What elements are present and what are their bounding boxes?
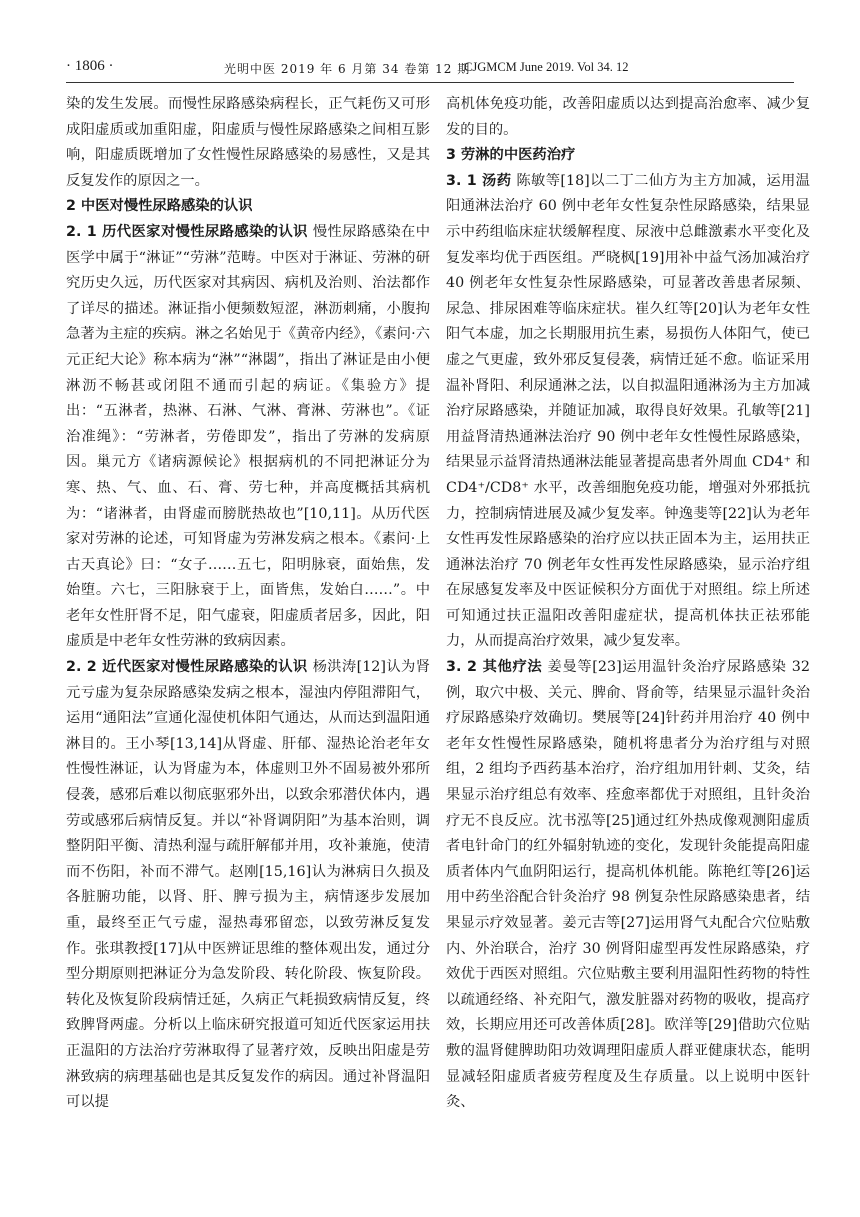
section-2-heading: 2 中医对慢性尿路感染的认识 — [66, 198, 253, 215]
subsection-3-1-text: 陈敏等[18]以二丁二仙方为主方加减，运用温阳通淋法治疗 60 例中老年女性复杂性尿路感染，结果显示中药组临床症状缓解程度、尿液中总雌激素水平变化及复发率均优于西医组。严晓枫[19]用补中益气汤加减治疗 40 例老年女性复杂性尿路感染，可显著改善患者尿频、尿急、排尿困难等临床症状。崔久红等[20]认为老年女性阳气本虚，加之长期服用抗生素，易损伤人体阳气，使已虚之气更虚，致外邪反复侵袭，病情迁延不愈。临证采用温补肾阳、利尿通淋之法，以自拟温阳通淋汤为主方加减治疗尿路感染，并随证加减，取得良好效果。孔敏等[21]用益肾清热通淋法治疗 90 例中老年女性慢性尿路感染，结果显示益肾清热通淋法能显著提高患者外周血 CD4⁺ 和 CD4⁺/CD8⁺ 水平，改善细胞免疫功能，增强对外邪抵抗力，控制病情进展及减少复发率。钟逸斐等[22]认为老年女性再发性尿路感染的治疗应以扶正固本为主，运用扶正通淋法治疗 70 例老年女性再发性尿路感染，显示治疗组在尿感复发率及中医证候积分方面优于对照组。综上所述可知通过扶正温阳改善阳虚症状，提高机体扶正祛邪能力，从而提高治疗效果，减少复发率。 — [446, 172, 810, 650]
section-3-heading: 3 劳淋的中医药治疗 — [446, 147, 576, 164]
journal-name-cn: 光明中医 2019 年 6 月第 34 卷第 12 期 — [224, 62, 471, 76]
journal-name-en: CJGMCM June 2019. Vol 34. 12 — [464, 60, 629, 74]
subsection-2-2-title: 2. 2 近代医家对慢性尿路感染的认识 — [66, 659, 308, 676]
paragraph-2-2 — [66, 655, 430, 1116]
right-column — [446, 92, 810, 1116]
subsection-2-2-text: 杨洪涛[12]认为肾元亏虚为复杂尿路感染发病之根本，湿浊内停阻滞阳气，运用“通阳法”宣通化湿使机体阳气通达，从而达到温阳通淋目的。王小琴[13,14]从肾虚、肝郁、湿热论治老年女性慢性淋证，认为肾虚为本，体虚则卫外不固易被外邪所侵袭，感邪后难以彻底驱邪外出，以致余邪潜伏体内，遇劳或感邪后病情反复。并以“补肾调阴阳”为基本治则，调整阴阳平衡、清热利湿与疏肝解郁并用，攻补兼施，使清而不伤阳，补而不滞气。赵刚[15,16]认为淋病日久损及各脏腑功能，以肾、肝、脾亏损为主，病情逐步发展加重，最终至正气亏虚，湿热毒邪留恋，以致劳淋反复发作。张琪教授[17]从中医辨证思维的整体观出发，通过分型分期原则把淋证分为急发阶段、转化阶段、恢复阶段。转化及恢复阶段病情迁延，久病正气耗损致病情反复，终致脾肾两虚。分析以上临床研究报道可知近代医家运用扶正温阳的方法治疗劳淋取得了显著疗效，反映出阳虚是劳淋致病的病理基础也是其反复发作的病因。通过补肾温阳可以提 — [66, 659, 431, 1111]
left-column — [66, 92, 430, 1116]
subsection-3-1-title: 3. 1 汤药 — [446, 172, 512, 189]
paragraph-2-1 — [66, 220, 430, 655]
paragraph-3-1 — [446, 169, 810, 655]
subsection-3-2-title: 3. 2 其他疗法 — [446, 659, 543, 676]
paragraph-continued: 高机体免疫功能，改善阳虚质以达到提高治愈率、减少复发的目的。 — [446, 96, 810, 138]
running-header — [66, 56, 794, 83]
paragraph-3-2 — [446, 655, 810, 1116]
subsection-2-1-text: 慢性尿路感染在中医学中属于“淋证”“劳淋”范畴。中医对于淋证、劳淋的研究历史久远，历代医家对其病因、病机及治则、治法都作了详尽的描述。淋证指小便频数短涩，淋沥刺痛，小腹拘急著为主症的疾病。淋之名始见于《黄帝内经》，《素问·六元正纪大论》称本病为“淋”“淋閟”，指出了淋证是由小便淋沥不畅甚或闭阻不通而引起的病证。《集验方》提出：“五淋者，热淋、石淋、气淋、膏淋、劳淋也”。《证治准绳》：“劳淋者，劳倦即发”，指出了劳淋的发病原因。巢元方《诸病源候论》根据病机的不同把淋证分为寒、热、气、血、石、膏、劳七种，并高度概括其病机为：“诸淋者，由肾虚而膀胱热故也”[10,11]。从历代医家对劳淋的论述，可知肾虚为劳淋发病之根本。《素问·上古天真论》曰：“女子……五七，阳明脉衰，面始焦，发始堕。六七，三阳脉衰于上，面皆焦，发始白……”。中老年女性肝肾不足，阳气虚衰，阳虚质者居多，因此，阳虚质是中老年女性劳淋的致病因素。 — [66, 223, 431, 650]
paragraph-intro-continued: 染的发生发展。而慢性尿路感染病程长，正气耗伤又可形成阳虚质或加重阳虚，阳虚质与慢性尿路感染之间相互影响，阳虚质既增加了女性慢性尿路感染的易感性，又是其反复发作的原因之一。 — [66, 96, 430, 189]
subsection-3-2-text: 姜曼等[23]运用温针灸治疗尿路感染 32 例，取穴中极、关元、脾俞、肾俞等，结果显示温针灸治疗尿路感染疗效确切。樊展等[24]针药并用治疗 40 例中老年女性慢性尿路感染，随机将患者分为治疗组与对照组，2 组均予西药基本治疗，治疗组加用针刺、艾灸，结果显示治疗组总有效率、痊愈率都优于对照组，且针灸治疗无不良反应。沈书泓等[25]通过红外热成像观测阳虚质者电针命门的红外辐射轨迹的变化，发现针灸能提高阳虚质者体内气血阴阳运行，提高机体机能。陈艳红等[26]运用中药坐浴配合针灸治疗 98 例复杂性尿路感染患者，结果显示疗效显著。姜元吉等[27]运用肾气丸配合穴位贴敷内、外治联合，治疗 30 例肾阳虚型再发性尿路感染，疗效优于西医对照组。穴位贴敷主要利用温阳性药物的特性以疏通经络、补充阳气，激发脏器对药物的吸收，提高疗效，长期应用还可改善体质[28]。欧洋等[29]借助穴位贴敷的温肾健脾助阳功效调理阳虚质人群亚健康状态，能明显减轻阳虚质者疲劳程度及生存质量。以上说明中医针灸、 — [446, 659, 810, 1111]
subsection-2-1-title: 2. 1 历代医家对慢性尿路感染的认识 — [66, 223, 308, 240]
page-number: · 1806 · — [66, 58, 114, 74]
